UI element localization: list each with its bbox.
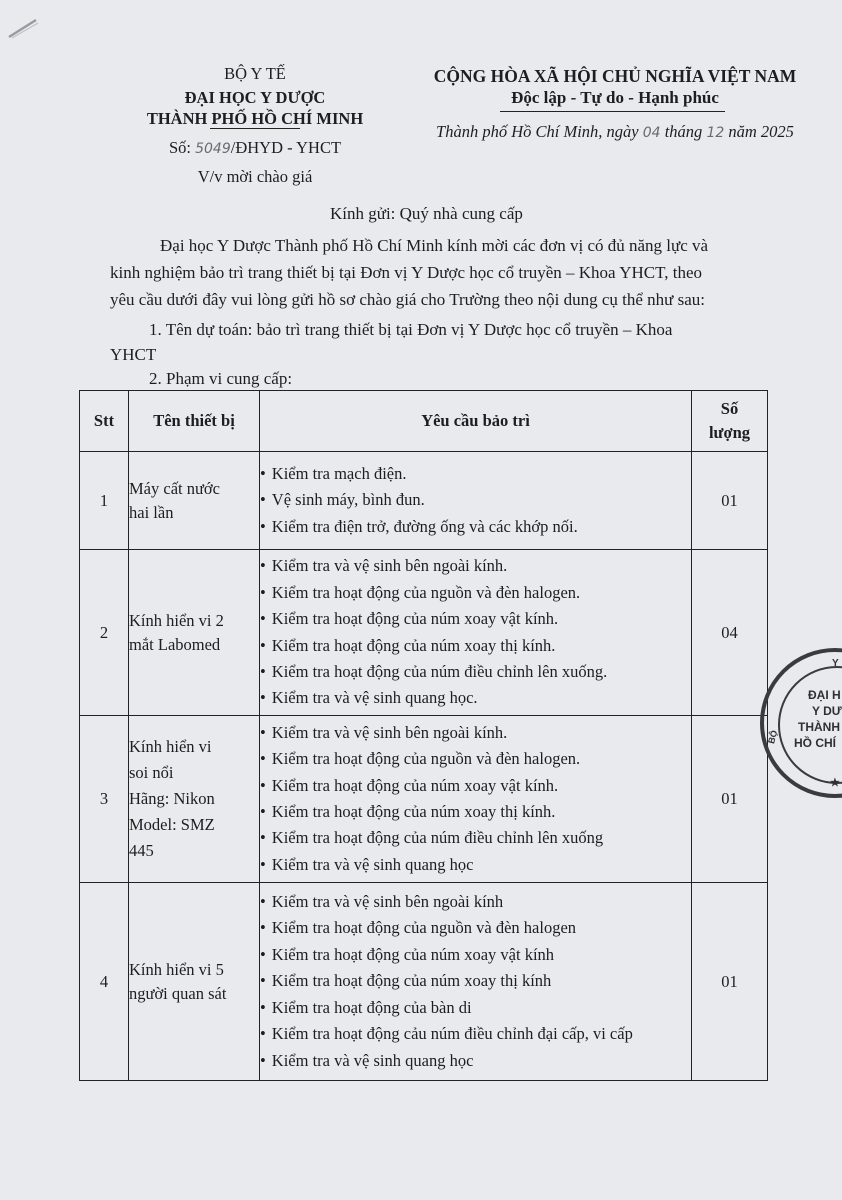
star-icon: ★ (830, 777, 840, 789)
item-2: 2. Phạm vi cung cấp: (149, 369, 293, 388)
row-quantity: 01 (692, 452, 768, 550)
requirement-item: • Kiểm tra hoạt động của núm xoay thị kính. (260, 799, 691, 825)
requirement-item: • Kiểm tra hoạt động của nguồn và đèn halogen. (260, 746, 691, 772)
document-number-handwritten: 5049 (195, 141, 231, 157)
header-maintenance-requirements: Yêu cầu bảo trì (260, 391, 692, 452)
header-stt: Stt (80, 391, 129, 452)
table-header-row (80, 391, 768, 452)
requirement-item: • Kiểm tra hoạt động của núm xoay thị kính. (260, 633, 691, 659)
document-number: Số: 5049/ĐHYD - YHCT (168, 138, 342, 157)
university-name-line2: THÀNH PHỐ HỒ CHÍ MINH (146, 109, 364, 128)
requirement-item: • Kiểm tra và vệ sinh quang học (260, 852, 691, 878)
row-stt: 3 (80, 716, 129, 883)
document-subject: V/v mời chào giá (197, 167, 313, 186)
row-equipment-name: Máy cất nước hai lần (129, 452, 260, 550)
requirement-item: • Kiểm tra hoạt động của núm xoay thị kính (260, 968, 691, 994)
row-equipment-name: Kính hiển vi 5 người quan sát (129, 883, 260, 1081)
intro-paragraph-line1: Đại học Y Dược Thành phố Hồ Chí Minh kính mời các đơn vị có đủ năng lực và (160, 236, 709, 255)
requirement-item: • Kiểm tra và vệ sinh bên ngoài kính. (260, 720, 691, 746)
row-stt: 2 (80, 550, 129, 716)
requirement-item: • Kiểm tra và vệ sinh bên ngoài kính (260, 889, 691, 915)
national-motto: Độc lập - Tự do - Hạnh phúc (511, 88, 719, 107)
table-row (80, 550, 768, 716)
requirement-item: • Kiểm tra và vệ sinh bên ngoài kính. (260, 553, 691, 579)
row-quantity: 01 (692, 883, 768, 1081)
document-date: Thành phố Hồ Chí Minh, ngày 04 tháng 12 năm 2025 (436, 122, 794, 141)
official-seal: Y ĐẠI H Y DƯ THÀNH HỒ CHÍ BỘ ★ (760, 648, 842, 798)
table-row (80, 452, 768, 550)
requirement-item: • Kiểm tra và vệ sinh quang học (260, 1048, 691, 1074)
requirement-item: • Kiểm tra hoạt động của núm điều chỉnh lên xuống (260, 825, 691, 851)
requirement-item: • Kiểm tra và vệ sinh quang học. (260, 685, 691, 711)
requirement-item: • Kiểm tra hoạt động của bàn di (260, 995, 691, 1021)
row-quantity: 04 (692, 550, 768, 716)
requirement-item: • Kiểm tra điện trở, đường ống và các khớp nối. (260, 514, 691, 540)
table-row (80, 716, 768, 883)
row-requirements (260, 452, 692, 550)
university-name-line1: ĐẠI HỌC Y DƯỢC (184, 88, 326, 107)
header-left-underline (210, 128, 300, 129)
requirement-item: • Kiểm tra hoạt động của núm xoay vật kính. (260, 773, 691, 799)
row-equipment-name: Kính hiển vi 2 mắt Labomed (129, 550, 260, 716)
requirement-item: • Kiểm tra hoạt động của núm xoay vật kính (260, 942, 691, 968)
greeting: Kính gửi: Quý nhà cung cấp (330, 204, 523, 223)
row-requirements (260, 716, 692, 883)
pen-mark-icon (6, 16, 40, 40)
requirement-item: • Kiểm tra mạch điện. (260, 461, 691, 487)
row-requirements (260, 883, 692, 1081)
item-1-line2: YHCT (110, 345, 157, 364)
row-requirements (260, 550, 692, 716)
row-quantity: 01 (692, 716, 768, 883)
row-equipment-name: Kính hiển vi soi nổi Hãng: Nikon Model: SMZ 445 (129, 716, 260, 883)
requirement-item: • Kiểm tra hoạt động của nguồn và đèn halogen (260, 915, 691, 941)
item-1-line1: 1. Tên dự toán: bảo trì trang thiết bị tại Đơn vị Y Dược học cổ truyền – Khoa (149, 320, 673, 339)
intro-paragraph-line3: yêu cầu dưới đây vui lòng gửi hồ sơ chào giá cho Trường theo nội dung cụ thể như sau: (110, 290, 705, 309)
table-row (80, 883, 768, 1081)
row-stt: 4 (80, 883, 129, 1081)
row-stt: 1 (80, 452, 129, 550)
country-name: CỘNG HÒA XÃ HỘI CHỦ NGHĨA VIỆT NAM (433, 66, 797, 86)
requirement-item: • Kiểm tra hoạt động cảu núm điều chỉnh đại cấp, vi cấp (260, 1021, 691, 1047)
equipment-table (79, 390, 768, 1081)
requirement-item: • Vệ sinh máy, bình đun. (260, 487, 691, 513)
ministry-name: BỘ Y TẾ (224, 64, 286, 83)
requirement-item: • Kiểm tra hoạt động của núm điều chỉnh lên xuống. (260, 659, 691, 685)
header-quantity: Số lượng (692, 391, 768, 452)
intro-paragraph-line2: kinh nghiệm bảo trì trang thiết bị tại Đơn vị Y Dược học cổ truyền – Khoa YHCT, theo (110, 263, 703, 282)
requirement-item: • Kiểm tra hoạt động của nguồn và đèn halogen. (260, 580, 691, 606)
header-right-underline (500, 111, 725, 112)
requirement-item: • Kiểm tra hoạt động của núm xoay vật kính. (260, 606, 691, 632)
header-equipment-name: Tên thiết bị (129, 391, 260, 452)
